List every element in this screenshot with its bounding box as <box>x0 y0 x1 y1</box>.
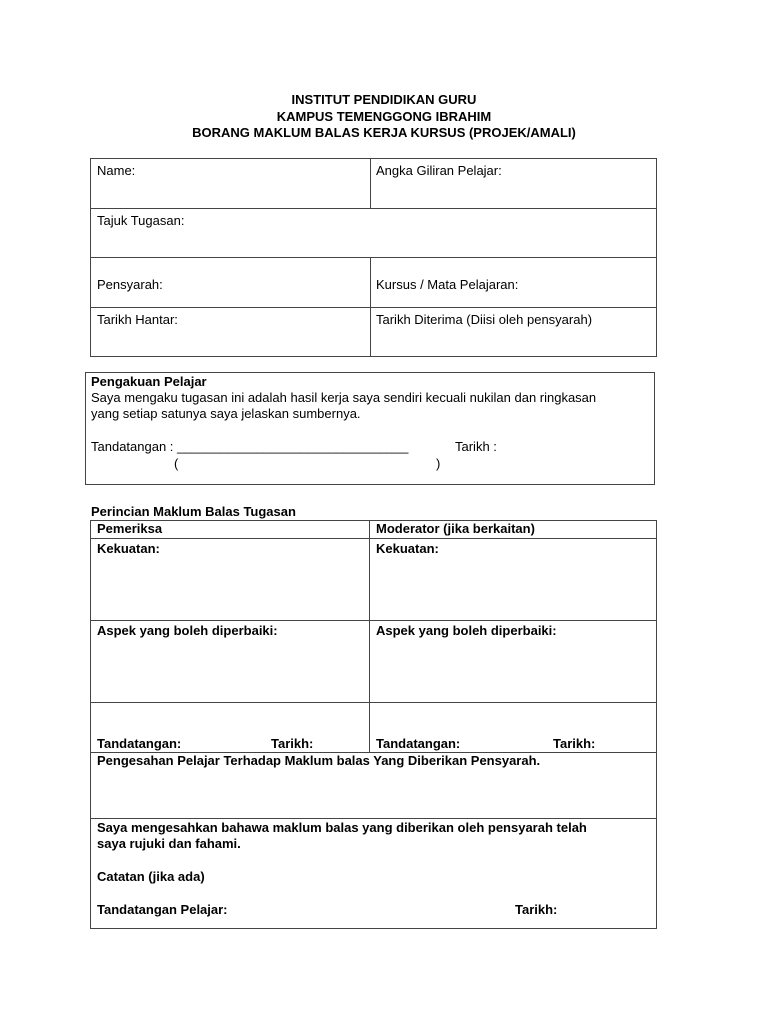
angka-giliran-field[interactable]: Angka Giliran Pelajar: <box>376 163 502 178</box>
student-signature-label[interactable]: Tandatangan Pelajar: <box>97 902 228 917</box>
pengakuan-line-1: Saya mengaku tugasan ini adalah hasil kerja saya sendiri kecuali nukilan dan ringkasan <box>91 390 597 405</box>
pemeriksa-date-label[interactable]: Tarikh: <box>271 736 314 751</box>
form-title: BORANG MAKLUM BALAS KERJA KURSUS (PROJEK/AMALI) <box>192 125 576 140</box>
pemeriksa-kekuatan-field[interactable]: Kekuatan: <box>97 541 160 556</box>
form-header <box>0 92 768 142</box>
pemeriksa-header: Pemeriksa <box>97 521 163 536</box>
moderator-kekuatan-field[interactable]: Kekuatan: <box>376 541 439 556</box>
moderator-signature-label[interactable]: Tandatangan: <box>376 736 461 751</box>
tarikh-diterima-field[interactable]: Tarikh Diterima (Diisi oleh pensyarah) <box>376 312 593 327</box>
open-paren: ( <box>174 456 179 471</box>
institute-name: INSTITUT PENDIDIKAN GURU <box>291 92 477 107</box>
pengakuan-box <box>85 372 655 485</box>
kursus-field[interactable]: Kursus / Mata Pelajaran: <box>376 277 519 292</box>
pengakuan-date-label[interactable]: Tarikh : <box>455 439 497 454</box>
info-table <box>90 158 657 357</box>
feedback-table <box>90 520 657 929</box>
pemeriksa-signature-label[interactable]: Tandatangan: <box>97 736 182 751</box>
close-paren: ) <box>436 456 441 471</box>
campus-name: KAMPUS TEMENGGONG IBRAHIM <box>276 108 492 124</box>
pengesahan-statement-line-1: Saya mengesahkan bahawa maklum balas yang diberikan oleh pensyarah telah <box>97 820 587 835</box>
pengakuan-title: Pengakuan Pelajar <box>91 374 207 389</box>
pengakuan-signature-line[interactable]: Tandatangan : ________________________________ <box>91 439 409 454</box>
catatan-label[interactable]: Catatan (jika ada) <box>97 869 205 884</box>
pengakuan-line-2: yang setiap satunya saya jelaskan sumbernya. <box>91 406 361 421</box>
moderator-aspek-field[interactable]: Aspek yang boleh diperbaiki: <box>376 623 557 638</box>
pensyarah-field[interactable]: Pensyarah: <box>97 277 163 292</box>
tajuk-tugasan-field[interactable]: Tajuk Tugasan: <box>97 213 185 228</box>
moderator-header: Moderator (jika berkaitan) <box>376 521 535 536</box>
perincian-title: Perincian Maklum Balas Tugasan <box>91 504 296 519</box>
student-date-label[interactable]: Tarikh: <box>515 902 558 917</box>
name-field[interactable]: Name: <box>97 163 136 178</box>
moderator-date-label[interactable]: Tarikh: <box>553 736 596 751</box>
pengesahan-statement-line-2: saya rujuki dan fahami. <box>97 836 241 851</box>
pemeriksa-aspek-field[interactable]: Aspek yang boleh diperbaiki: <box>97 623 278 638</box>
tarikh-hantar-field[interactable]: Tarikh Hantar: <box>97 312 178 327</box>
pengesahan-title: Pengesahan Pelajar Terhadap Maklum balas Yang Diberikan Pensyarah. <box>97 753 541 768</box>
